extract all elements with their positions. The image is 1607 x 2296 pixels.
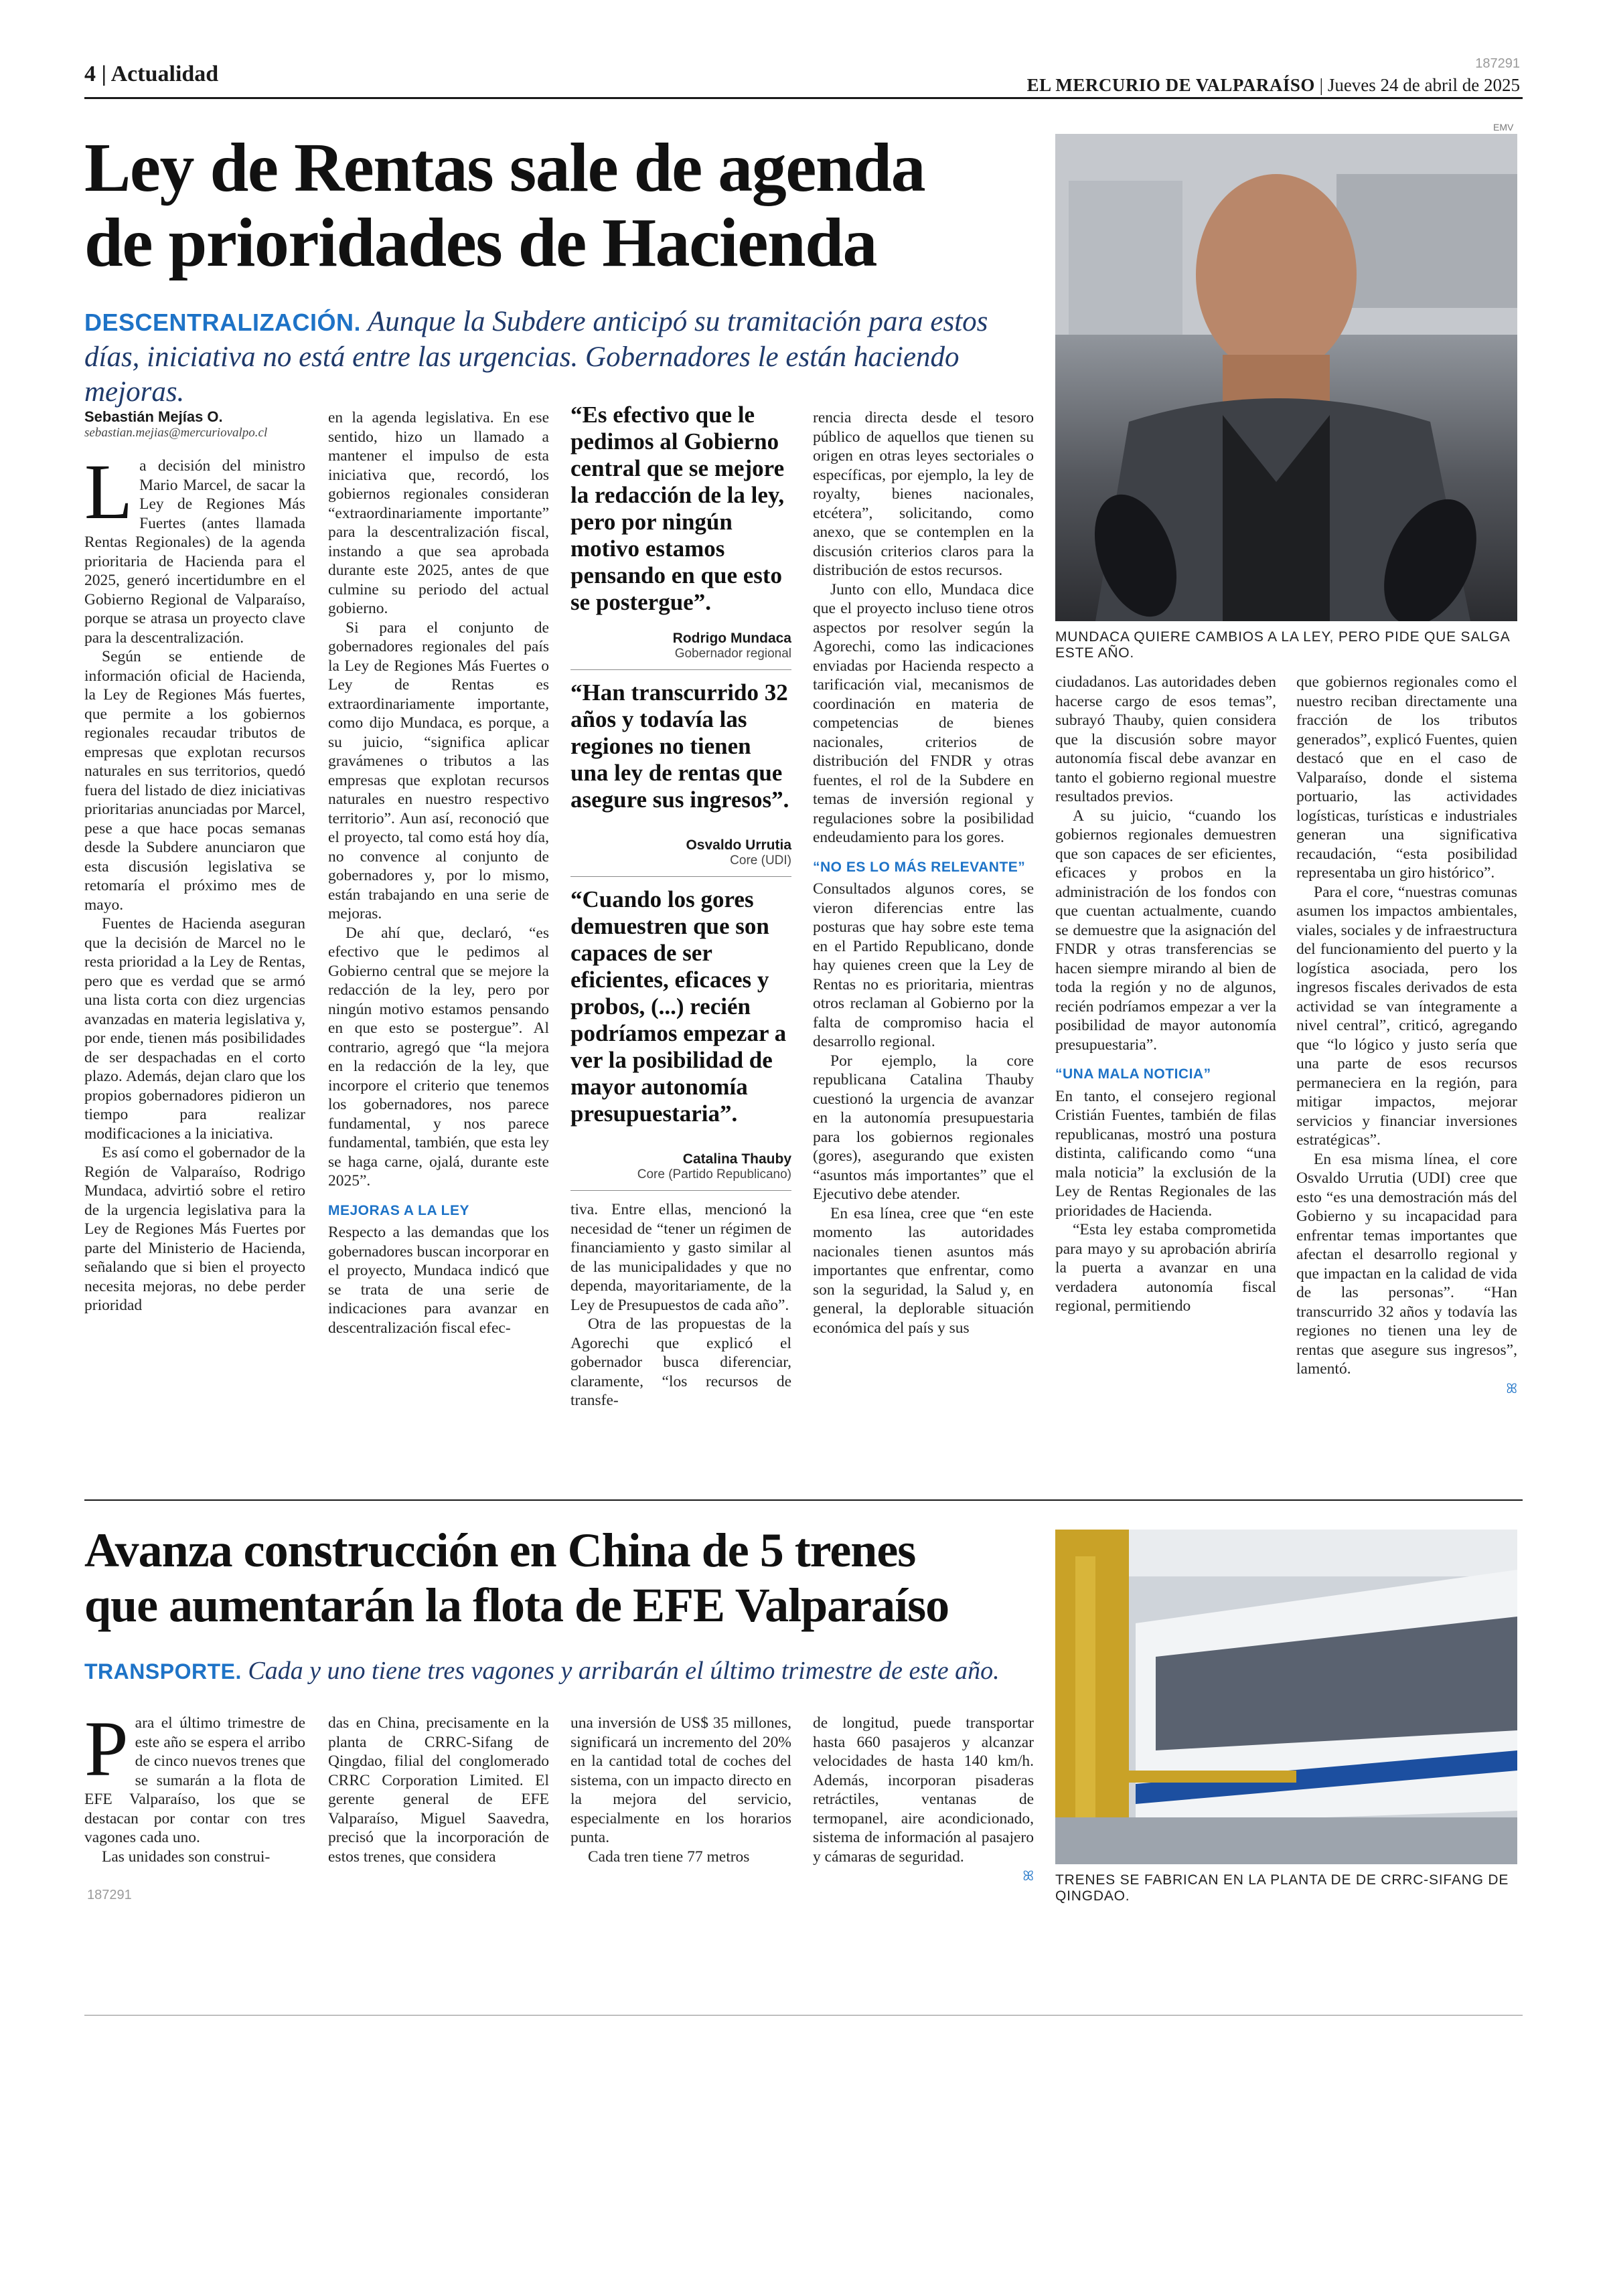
article1-paragraph: rencia directa desde el tesoro público de aquellos que tienen su origen en otras leyes sectoriales o específicas, por ejemplo, la ley de royalty, bienes nacionales, etcétera”, solicitando, como anexo, que se contemplen en la discusión criterios claros para la distribución de estos recursos. bbox=[813, 409, 1034, 579]
photo2-caption: TRENES SE FABRICAN EN LA PLANTA DE DE CRRC-SIFANG DE QINGDAO. bbox=[1055, 1872, 1509, 1904]
page-bottom-rule bbox=[84, 2015, 1523, 2016]
page-number: 4 bbox=[84, 62, 96, 86]
author-email: sebastian.mejias@mercuriovalpo.cl bbox=[84, 426, 268, 440]
article1-col1-text bbox=[84, 448, 305, 1315]
quote-author-role: Core (UDI) bbox=[730, 853, 791, 868]
article1-paragraph: en la agenda legislativa. En ese sentido, hizo un llamado a mantener el impulso de esta iniciativa que, recordó, los gobiernos regionales consideran “extraordinariamente importante” para la descentralización fiscal, instando a que sea aprobada durante este 2025, antes de que culmine su periodo del actual gobierno. bbox=[328, 409, 549, 617]
subheading-mejoras: MEJORAS A LA LEY bbox=[328, 1202, 470, 1218]
folio: 4 | Actualidad bbox=[84, 62, 219, 86]
article2-paragraph: Las unidades son construi- bbox=[102, 1848, 271, 1866]
article1-kicker: DESCENTRALIZACIÓN. bbox=[84, 309, 361, 336]
article1-paragraph: Fuentes de Hacienda aseguran que la decisión de Marcel no le resta prioridad a la Ley de Rentas, pero que es verdad que se armó una lista corta con diez urgencias avanzadas en materia legislativa y, por ende, tienen más posibilidades de ser despachadas en el corto plazo. Además, dejan claro que los propios gobernadores pidieron un tiempo para realizar modificaciones a la iniciativa. bbox=[84, 915, 305, 1143]
article1-column-1 bbox=[84, 408, 305, 1315]
article2-column-1 bbox=[84, 1705, 305, 1866]
quote-author-role: Core (Partido Republicano) bbox=[637, 1167, 791, 1181]
article2-dropcap: P bbox=[84, 1705, 129, 1793]
article1-column-2 bbox=[328, 408, 549, 1337]
article1-deck-text: Aunque la Subdere anticipó su tramitación para estos días, iniciativa no está entre las urgencias. Gobernadores le están haciendo mejoras. bbox=[84, 306, 988, 408]
article2-paragraph: Cada tren tiene 77 metros bbox=[588, 1848, 750, 1866]
page-code-bottom: 187291 bbox=[87, 1888, 132, 1902]
article1-paragraph: a decisión del ministro Mario Marcel, de sacar la Ley de Regiones Más Fuertes (antes llamada Rentas Regionales) de la agenda prioritaria de Hacienda para el 2025, generó incertidumbre en el Gobierno Regional de Valparaíso, porque se atrasa un proyecto clave para la descentralización. bbox=[84, 457, 305, 647]
photo-trains-illustration bbox=[1055, 1530, 1517, 1864]
section-name: Actualidad bbox=[110, 62, 219, 86]
article1-paragraph: De ahí que, declaró, “es efectivo que le pedimos al Gobierno central que se mejore la redacción de la ley, pero por ningún motivo estamos pensando en que esto se postergue”. Al contrario, agregó que “la mejora en la redacción de la ley, que incorpore el criterio que tenemos los gobernadores, nos parece fundamental, y nos parece fundamental, también, que esta ley se haga carne, ojalá, durante este 2025”. bbox=[328, 924, 549, 1190]
quote-divider bbox=[570, 669, 791, 670]
article1-column-6 bbox=[1296, 673, 1517, 1398]
article1-paragraph: “Esta ley estaba comprometida para mayo y su aprobación abriría la puerta a avanzar en una verdadera autonomía fiscal regional, permitiendo bbox=[1055, 1221, 1276, 1315]
article1-headline-line1: Ley de Rentas sale de agenda bbox=[84, 129, 925, 206]
pull-quote-urrutia: “Han transcurrido 32 años y todavía las regiones no tienen una ley de rentas que asegure sus ingresos”. bbox=[570, 679, 789, 813]
article2-headline-line2: que aumentarán la flota de EFE Valparaíso bbox=[84, 1578, 949, 1632]
article1-end-mark: ꕤ bbox=[1506, 1380, 1517, 1396]
article1-paragraph: Otra de las propuestas de la Agorechi que explicó el gobernador busca diferenciar, claramente, “los recursos de transfe- bbox=[570, 1315, 791, 1409]
article2-paragraph: ara el último trimestre de este año se espera el arribo de cinco nuevos trenes que se sumarán a la flota de EFE Valparaíso, los que se destacan por contar con tres vagones cada uno. bbox=[84, 1714, 305, 1846]
article-separator bbox=[84, 1499, 1523, 1501]
article2-deck bbox=[84, 1653, 1049, 1689]
article1-paragraph: Si para el conjunto de gobernadores regionales del país la Ley de Regiones Más Fuertes o Ley de Rentas es extraordinariamente importante, como dijo Mundaca, es porque, a su juicio, “significa aplicar gravámenes o tributos a las empresas que explotan recursos naturales en nuestro respectivo territorio”. Aun así, reconoció que el proyecto, tal como está hoy día, no convence al conjunto de gobernadores y, por lo mismo, están trabajando en una serie de mejoras. bbox=[328, 619, 549, 922]
photo-mundaca-illustration bbox=[1055, 134, 1517, 621]
article2-end-mark: ꕤ bbox=[1022, 1868, 1034, 1884]
article1-paragraph: ciudadanos. Las autoridades deben hacerse cargo de esos temas”, subrayó Thauby, quien considera que la discusión sobre mayor autonomía fiscal debe avanzar en tanto el gobierno regional muestre resultados previos. bbox=[1055, 673, 1276, 805]
article2-column-2 bbox=[328, 1714, 549, 1866]
article1-headline bbox=[84, 131, 1035, 280]
article1-paragraph: Consultados algunos cores, se vieron diferencias entre las posturas que hay sobre este tema en el Partido Republicano, donde hay quienes creen que la Ley de Rentas no es prioritaria, mientras otros reclaman al Gobierno por la falta de compromiso hacia el desarrollo regional. bbox=[813, 880, 1034, 1050]
article1-col3-text bbox=[570, 1200, 791, 1410]
article2-headline-line1: Avanza construcción en China de 5 trenes bbox=[84, 1524, 916, 1577]
article2-kicker: TRANSPORTE. bbox=[84, 1659, 242, 1684]
article1-paragraph: tiva. Entre ellas, mencionó la necesidad de “tener un régimen de financiamiento y gasto similar al de las municipalidades y que no dependa, mayoritariamente, de la Ley de Presupuestos de cada año”. bbox=[570, 1201, 791, 1314]
article2-headline bbox=[84, 1523, 1049, 1633]
article1-deck bbox=[84, 305, 1049, 410]
photo-mundaca bbox=[1055, 134, 1517, 621]
article1-paragraph: Según se entiende de información oficial de Hacienda, la Ley de Regiones Más fuertes, que permite a los gobiernos regionales recaudar tributos de empresas que explotan recursos naturales en sus territorios, quedó fuera del listado de diez iniciativas prioritarias anunciadas por Marcel, pese a que hace pocas semanas desde la Subdere anunciaron que esta discusión legislativa se retomaría el próximo mes de mayo. bbox=[84, 648, 305, 914]
quote-divider bbox=[570, 876, 791, 877]
article1-paragraph: En esa línea, cree que “en este momento las autoridades nacionales tienen asuntos más importantes que enfrentar, como son la seguridad, la Salud y, en general, la deplorable situación económica del país y sus bbox=[813, 1204, 1034, 1337]
quote-author-name: Catalina Thauby bbox=[682, 1151, 791, 1167]
article1-column-5 bbox=[1055, 673, 1276, 1316]
article1-dropcap: L bbox=[84, 448, 133, 536]
masthead: EL MERCURIO DE VALPARAÍSO | Jueves 24 de abril de 2025 bbox=[1026, 75, 1520, 95]
article1-headline-line2: de prioridades de Hacienda bbox=[84, 204, 877, 281]
article1-paragraph: Junto con ello, Mundaca dice que el proyecto incluso tiene otros aspectos por resolver según la Agorechi, como las indicaciones enviadas por Hacienda respecto a tarificación vial, mecanismos de coordinación en materia de competencias de bienes nacionales, criterios de distribución del FNDR y otras fuentes, el rol de la Subdere en temas de inversión regional y regulaciones sobre la posibilidad endeudamiento para los gores. bbox=[813, 580, 1034, 846]
article2-paragraph: de longitud, puede transportar hasta 660 pasajeros y alcanzar velocidades de hasta 140 km/h. Además, incorporan pisaderas retráctiles, ventanas de termopanel, aire acondicionado, sistema de información al pasajero y cámaras de seguridad. bbox=[813, 1714, 1034, 1866]
article2-deck-text: Cada y uno tiene tres vagones y arribarán el último trimestre de este año. bbox=[248, 1657, 1000, 1685]
article1-paragraph: Es así como el gobernador de la Región de Valparaíso, Rodrigo Mundaca, advirtió sobre el retiro de la urgencia legislativa para la Ley de Regiones Más Fuertes por parte del Ministerio de Hacienda, señalando que si bien el proyecto necesita mejoras, no debe perder prioridad bbox=[84, 1144, 305, 1314]
newspaper-name: EL MERCURIO DE VALPARAÍSO bbox=[1026, 75, 1315, 95]
article1-paragraph: En tanto, el consejero regional Cristián Fuentes, también de filas republicanas, mostró una postura distinta, calificando como “una mala noticia” la exclusión de la Ley de Rentas Regionales de las prioridades de Hacienda. bbox=[1055, 1087, 1276, 1220]
subheading-no-es-lo-mas-relevante: “NO ES LO MÁS RELEVANTE” bbox=[813, 859, 1026, 875]
author-name: Sebastián Mejías O. bbox=[84, 408, 223, 425]
article2-column-3 bbox=[570, 1714, 791, 1866]
article2-paragraph: una inversión de US$ 35 millones, significará un incremento del 20% en la cantidad total de coches del sistema, con un impacto directo en la mejora del servicio, especialmente en los horarios punta. bbox=[570, 1714, 791, 1846]
pull-quote-thauby: “Cuando los gores demuestren que son capaces de ser eficientes, eficaces y probos, (...) recién podríamos empezar a ver la posibilidad de mayor autonomía presupuestaria”. bbox=[570, 886, 787, 1127]
subheading-una-mala-noticia: “UNA MALA NOTICIA” bbox=[1055, 1066, 1211, 1082]
article1-paragraph: Respecto a las demandas que los gobernadores buscan incorporar en el proyecto, Mundaca indicó que se trata de una serie de indicaciones para avanzar en descentralización fiscal efec- bbox=[328, 1224, 549, 1337]
article1-column-3 bbox=[570, 402, 791, 1410]
quote-divider bbox=[570, 1190, 791, 1191]
article1-paragraph: Por ejemplo, la core republicana Catalina Thauby cuestionó la urgencia de avanzar en la autonomía presupuestaria para los gobiernos regionales (gores), asegurando que existen “asuntos más importantes” que el Ejecutivo debe atender. bbox=[813, 1052, 1034, 1203]
photo-trains bbox=[1055, 1530, 1517, 1864]
article1-paragraph: En esa misma línea, el core Osvaldo Urrutia (UDI) cree que esto “es una demostración más del Gobierno y su incapacidad para enfrentar temas importantes que afectan el desarrollo regional y que impactan en la calidad de vida de las personas”. “Han transcurrido 32 años y todavía las regiones no tienen una ley de rentas que asegure sus ingresos”, lamentó. bbox=[1296, 1150, 1517, 1378]
quote-author-name: Osvaldo Urrutia bbox=[686, 837, 791, 853]
pull-quote-mundaca: “Es efectivo que le pedimos al Gobierno central que se mejore la redacción de la ley, pero por ningún motivo estamos pensando en que esto se postergue”. bbox=[570, 402, 785, 615]
article1-paragraph: A su juicio, “cuando los gobiernos regionales demuestren que son capaces de ser eficientes, eficaces y probos en la administración de los fondos con que cuentan actualmente, cuando se demuestre que la asignación del FNDR y otras transferencias se hacen siempre mirando al bien de toda la región y no de algunos, recién podríamos empezar a ver la posibilidad de mayor autonomía presupuestaria”. bbox=[1055, 807, 1276, 1054]
issue-date: Jueves 24 de abril de 2025 bbox=[1327, 75, 1520, 95]
article2-paragraph: das en China, precisamente en la planta de CRRC-Sifang de Qingdao, filial del conglomerado CRRC Corporation Limited. El gerente general de EFE Valparaíso, Miguel Saavedra, precisó que la incorporación de estos trenes, que considera bbox=[328, 1714, 549, 1866]
quote-author-name: Rodrigo Mundaca bbox=[672, 631, 791, 646]
page-code-top: 187291 bbox=[1475, 56, 1520, 71]
header-rule bbox=[84, 97, 1523, 99]
article1-paragraph: que gobiernos regionales como el nuestro reciban directamente una fracción de los tributos generados”, explicó Fuentes, quien destacó que en el caso de Valparaíso, donde el sistema portuario, las actividades logísticas, turísticas e industriales generan una significativa recaudación, “esta posibilidad representaba un giro histórico”. bbox=[1296, 673, 1517, 882]
photo1-credit: EMV bbox=[1493, 122, 1514, 133]
quote-author-role: Gobernador regional bbox=[674, 647, 791, 661]
article1-column-4 bbox=[813, 408, 1034, 1337]
article1-paragraph: Para el core, “nuestras comunas asumen los impactos ambientales, viales, sociales y de infraestructura del funcionamiento del puerto y la logística asociada, pero los ingresos fiscales derivados de esta actividad se van íntegramente a nivel central”, criticó, agregando que “lo lógico y justo sería que una parte de esos recursos permaneciera en la región, para mitigar impactos, mejorar servicios y financiar inversiones estratégicas”. bbox=[1296, 883, 1517, 1149]
photo1-caption: MUNDACA QUIERE CAMBIOS A LA LEY, PERO PIDE QUE SALGA ESTE AÑO. bbox=[1055, 629, 1510, 661]
article2-column-4 bbox=[813, 1714, 1034, 1886]
